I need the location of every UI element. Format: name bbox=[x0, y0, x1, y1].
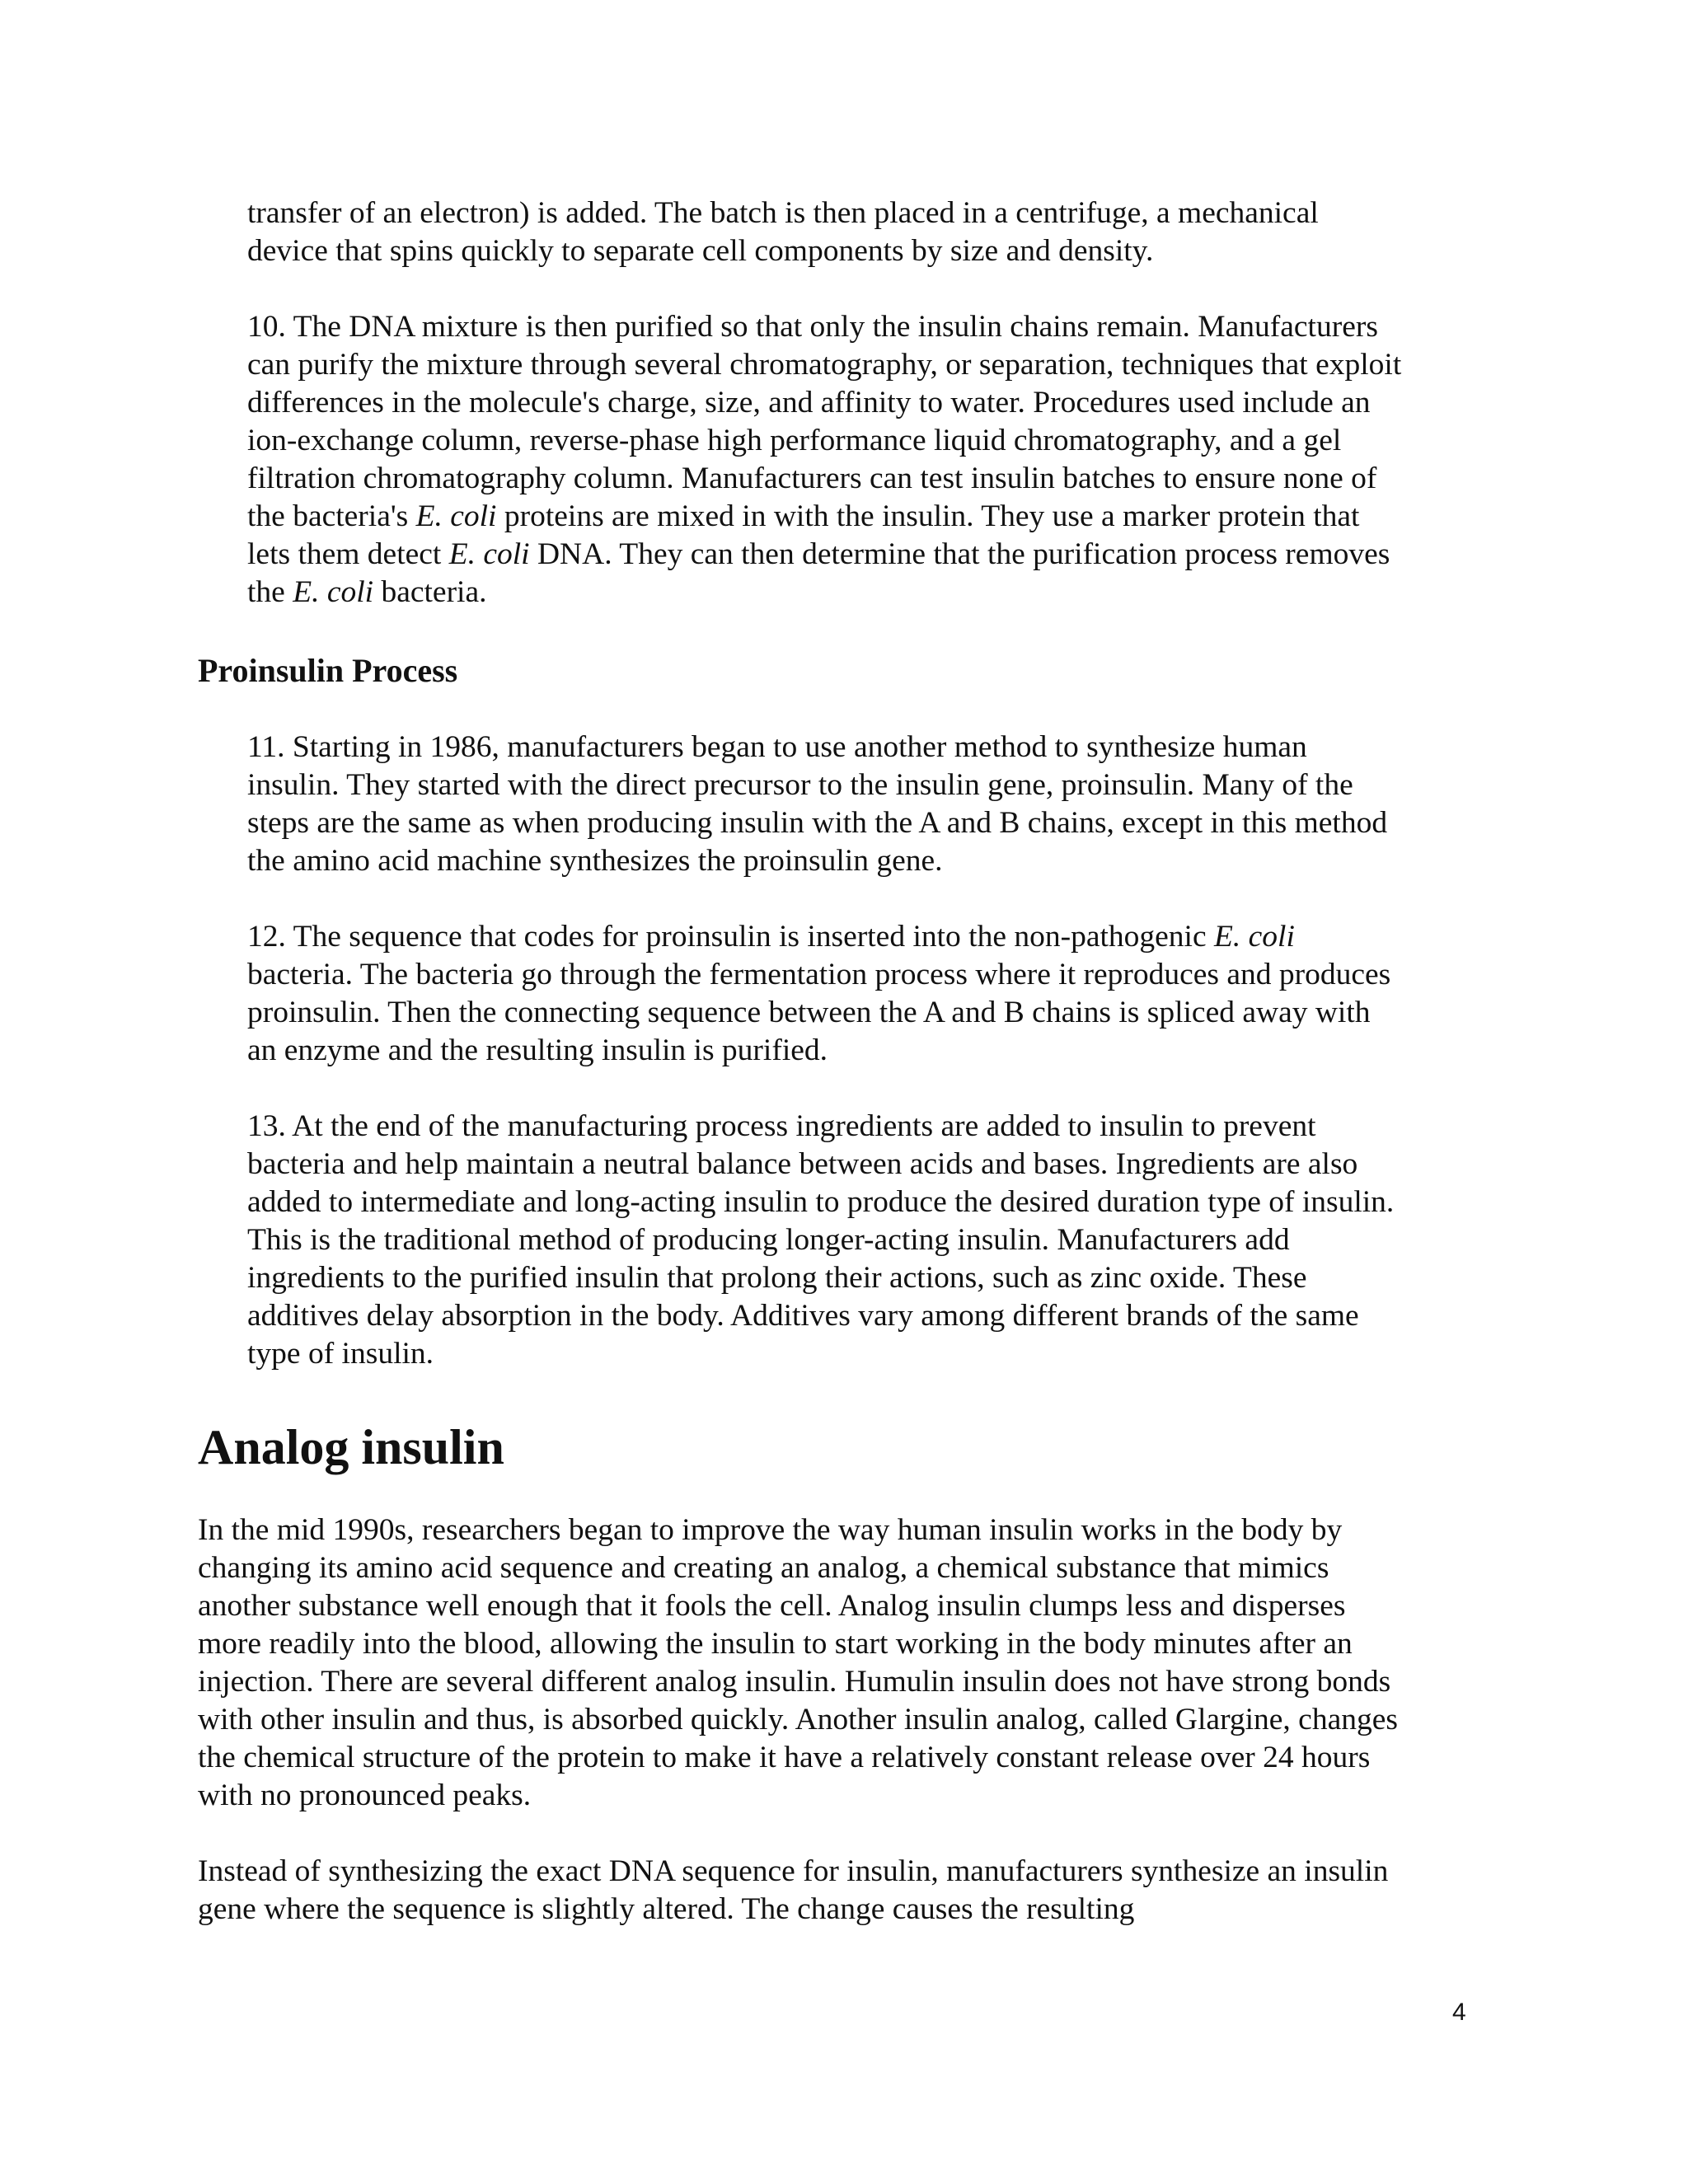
text-line: can purify the mixture through several chromatography, or separation, techniques that exploit bbox=[247, 348, 1402, 382]
text-line: filtration chromatography column. Manufacturers can test insulin batches to ensure none of bbox=[247, 462, 1377, 495]
text-run: proteins are mixed in with the insulin. They use a marker protein that bbox=[496, 499, 1360, 533]
text-line: This is the traditional method of producing longer-acting insulin. Manufacturers add bbox=[247, 1223, 1290, 1257]
section-heading-analog-insulin: Analog insulin bbox=[198, 1420, 504, 1474]
text-line: the amino acid machine synthesizes the proinsulin gene. bbox=[247, 844, 943, 878]
text-line: gene where the sequence is slightly altered. The change causes the resulting bbox=[198, 1892, 1135, 1926]
text-run: DNA. They can then determine that the purification process removes bbox=[529, 537, 1390, 571]
text-line bbox=[247, 574, 1401, 612]
page-number: 4 bbox=[1452, 1999, 1466, 2026]
species-name: E. coli bbox=[448, 537, 530, 571]
text-line: insulin. They started with the direct precursor to the insulin gene, proinsulin. Many of the bbox=[247, 768, 1353, 802]
text-line: In the mid 1990s, researchers began to improve the way human insulin works in the body by bbox=[198, 1513, 1343, 1547]
text-line: 10. The DNA mixture is then purified so that only the insulin chains remain. Manufacturers bbox=[247, 310, 1378, 344]
text-line: differences in the molecule's charge, size, and affinity to water. Procedures used include an bbox=[247, 386, 1371, 419]
text-run: lets them detect bbox=[247, 537, 449, 571]
continued-paragraph bbox=[247, 194, 1319, 270]
text-line: an enzyme and the resulting insulin is purified. bbox=[247, 1033, 828, 1067]
text-run: the bbox=[247, 575, 293, 609]
species-name: E. coli bbox=[1213, 920, 1295, 954]
text-line: changing its amino acid sequence and creating an analog, a chemical substance that mimics bbox=[198, 1551, 1329, 1585]
text-line bbox=[247, 498, 1401, 536]
text-line: bacteria. The bacteria go through the fermentation process where it reproduces and produces bbox=[247, 958, 1391, 991]
text-line: with other insulin and thus, is absorbed quickly. Another insulin analog, called Glargine, changes bbox=[198, 1703, 1398, 1736]
text-line: proinsulin. Then the connecting sequence between the A and B chains is spliced away with bbox=[247, 996, 1371, 1029]
text-line: more readily into the blood, allowing the insulin to start working in the body minutes after an bbox=[198, 1627, 1353, 1661]
text-line: ingredients to the purified insulin that prolong their actions, such as zinc oxide. These bbox=[247, 1261, 1307, 1295]
text-line: the chemical structure of the protein to make it have a relatively constant release over 24 hours bbox=[198, 1741, 1371, 1774]
text-line: bacteria and help maintain a neutral balance between acids and bases. Ingredients are also bbox=[247, 1147, 1358, 1181]
text-line: transfer of an electron) is added. The batch is then placed in a centrifuge, a mechanical bbox=[247, 196, 1319, 230]
text-run: bacteria. bbox=[373, 575, 487, 609]
text-line: added to intermediate and long-acting insulin to produce the desired duration type of insulin. bbox=[247, 1185, 1395, 1219]
text-line bbox=[247, 918, 1390, 956]
text-run: 12. The sequence that codes for proinsulin is inserted into the non-pathogenic bbox=[247, 920, 1214, 954]
step-12-paragraph bbox=[247, 918, 1390, 1070]
text-line: additives delay absorption in the body. Additives vary among different brands of the same bbox=[247, 1299, 1359, 1333]
text-line: 13. At the end of the manufacturing process ingredients are added to insulin to prevent bbox=[247, 1109, 1316, 1143]
text-line: steps are the same as when producing insulin with the A and B chains, except in this method bbox=[247, 806, 1388, 840]
text-run: the bacteria's bbox=[247, 499, 416, 533]
text-line: device that spins quickly to separate cell components by size and density. bbox=[247, 234, 1154, 268]
text-line: Instead of synthesizing the exact DNA sequence for insulin, manufacturers synthesize an insulin bbox=[198, 1854, 1389, 1888]
analog-paragraph-2 bbox=[198, 1853, 1388, 1929]
text-line bbox=[247, 536, 1401, 574]
species-name: E. coli bbox=[293, 575, 374, 609]
step-13-paragraph bbox=[247, 1108, 1394, 1373]
text-line: another substance well enough that it fools the cell. Analog insulin clumps less and disperses bbox=[198, 1589, 1346, 1623]
section-heading-proinsulin: Proinsulin Process bbox=[198, 652, 458, 689]
text-line: 11. Starting in 1986, manufacturers began to use another method to synthesize human bbox=[247, 730, 1307, 764]
text-line: ion-exchange column, reverse-phase high performance liquid chromatography, and a gel bbox=[247, 424, 1342, 457]
text-line: with no pronounced peaks. bbox=[198, 1779, 532, 1812]
step-11-paragraph bbox=[247, 729, 1387, 880]
text-line: injection. There are several different analog insulin. Humulin insulin does not have strong bonds bbox=[198, 1665, 1391, 1699]
text-line: type of insulin. bbox=[247, 1337, 434, 1371]
analog-paragraph-1 bbox=[198, 1511, 1398, 1815]
step-10-paragraph bbox=[247, 308, 1401, 612]
species-name: E. coli bbox=[415, 499, 497, 533]
